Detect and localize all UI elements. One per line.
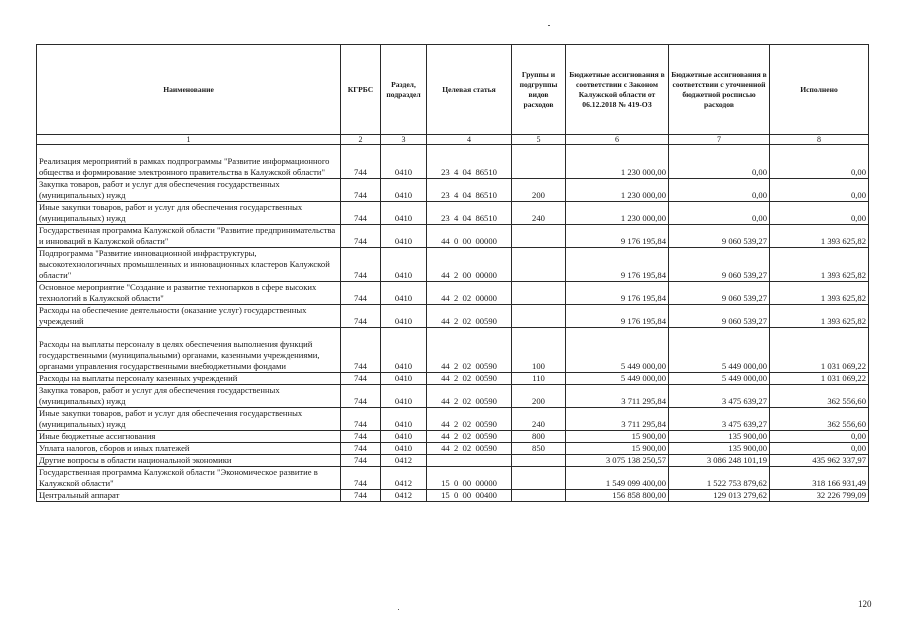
row-refined: 9 060 539,27: [669, 282, 770, 305]
row-refined: 0,00: [669, 179, 770, 202]
row-section: 0410: [381, 248, 427, 282]
row-article: 44 2 02 00590: [427, 305, 512, 328]
page-number: 120: [858, 599, 872, 609]
scan-speck: [398, 609, 399, 610]
row-group: 100: [512, 328, 566, 373]
row-kgrbs: 744: [341, 145, 381, 179]
row-refined: 0,00: [669, 145, 770, 179]
table-row: [37, 373, 869, 385]
header-name: Наименование: [37, 45, 341, 135]
row-refined: 9 060 539,27: [669, 305, 770, 328]
row-kgrbs: 744: [341, 373, 381, 385]
row-group: 110: [512, 373, 566, 385]
row-executed: 1 393 625,82: [770, 248, 869, 282]
row-section: 0410: [381, 431, 427, 443]
row-executed: 0,00: [770, 443, 869, 455]
row-name: Уплата налогов, сборов и иных платежей: [37, 443, 341, 455]
table-row: [37, 490, 869, 502]
row-section: 0410: [381, 385, 427, 408]
row-refined: 5 449 000,00: [669, 328, 770, 373]
row-executed: 32 226 799,09: [770, 490, 869, 502]
row-group: 200: [512, 179, 566, 202]
row-section: 0410: [381, 328, 427, 373]
row-name: Закупка товаров, работ и услуг для обеспечения государственных (муниципальных) нужд: [37, 385, 341, 408]
column-number: 3: [381, 135, 427, 145]
row-executed: 0,00: [770, 431, 869, 443]
row-name: Государственная программа Калужской области "Развитие предпринимательства и инноваций в Калужской области": [37, 225, 341, 248]
row-group: [512, 282, 566, 305]
row-kgrbs: 744: [341, 305, 381, 328]
row-law: 1 230 000,00: [566, 145, 669, 179]
row-law: 3 075 138 250,57: [566, 455, 669, 467]
column-number: 6: [566, 135, 669, 145]
row-law: 3 711 295,84: [566, 408, 669, 431]
row-section: 0410: [381, 179, 427, 202]
row-refined: 9 060 539,27: [669, 248, 770, 282]
column-number: 7: [669, 135, 770, 145]
row-executed: 0,00: [770, 202, 869, 225]
row-law: 1 230 000,00: [566, 202, 669, 225]
row-name: Центральный аппарат: [37, 490, 341, 502]
row-article: 44 2 02 00590: [427, 328, 512, 373]
row-article: 44 2 02 00590: [427, 408, 512, 431]
table-row: [37, 455, 869, 467]
row-kgrbs: 744: [341, 490, 381, 502]
row-article: [427, 455, 512, 467]
header-refined: Бюджетные ассигнования в соответствии с уточненной бюджетной росписью расходов: [669, 45, 770, 135]
row-law: 1 230 000,00: [566, 179, 669, 202]
budget-table: [36, 44, 869, 502]
row-law: 5 449 000,00: [566, 373, 669, 385]
table-row: [37, 202, 869, 225]
column-number: 5: [512, 135, 566, 145]
row-refined: 9 060 539,27: [669, 225, 770, 248]
row-name: Иные закупки товаров, работ и услуг для обеспечения государственных (муниципальных) нужд: [37, 408, 341, 431]
row-name: Расходы на обеспечение деятельности (оказание услуг) государственных учреждений: [37, 305, 341, 328]
column-number: 4: [427, 135, 512, 145]
row-section: 0410: [381, 408, 427, 431]
row-law: 3 711 295,84: [566, 385, 669, 408]
row-executed: 1 393 625,82: [770, 225, 869, 248]
row-refined: 135 900,00: [669, 443, 770, 455]
row-article: 23 4 04 86510: [427, 179, 512, 202]
row-law: 9 176 195,84: [566, 282, 669, 305]
row-article: 44 2 02 00590: [427, 385, 512, 408]
row-kgrbs: 744: [341, 202, 381, 225]
row-group: 800: [512, 431, 566, 443]
row-section: 0410: [381, 305, 427, 328]
row-section: 0410: [381, 202, 427, 225]
column-number-row: [37, 135, 869, 145]
table-header-row: [37, 45, 869, 135]
row-kgrbs: 744: [341, 328, 381, 373]
row-executed: 362 556,60: [770, 408, 869, 431]
row-name: Основное мероприятие "Создание и развитие технопарков в сфере высоких технологий в Калужской области": [37, 282, 341, 305]
row-refined: 3 086 248 101,19: [669, 455, 770, 467]
row-group: [512, 145, 566, 179]
row-executed: 0,00: [770, 179, 869, 202]
row-executed: 1 393 625,82: [770, 305, 869, 328]
table-row: [37, 179, 869, 202]
row-kgrbs: 744: [341, 282, 381, 305]
row-section: 0410: [381, 282, 427, 305]
row-article: 23 4 04 86510: [427, 145, 512, 179]
scan-speck: [548, 25, 550, 26]
table-row: [37, 248, 869, 282]
row-name: Иные закупки товаров, работ и услуг для обеспечения государственных (муниципальных) нужд: [37, 202, 341, 225]
row-name: Подпрограмма "Развитие инновационной инфраструктуры, высокотехнологичных промышленных и инновационных кластеров Калужской области": [37, 248, 341, 282]
row-section: 0410: [381, 145, 427, 179]
row-name: Государственная программа Калужской области "Экономическое развитие в Калужской области": [37, 467, 341, 490]
row-group: 200: [512, 385, 566, 408]
row-refined: 0,00: [669, 202, 770, 225]
row-group: 240: [512, 408, 566, 431]
table-row: [37, 467, 869, 490]
row-article: 44 2 02 00590: [427, 431, 512, 443]
table-row: [37, 431, 869, 443]
row-kgrbs: 744: [341, 179, 381, 202]
row-name: Другие вопросы в области национальной экономики: [37, 455, 341, 467]
column-number: 8: [770, 135, 869, 145]
row-law: 15 900,00: [566, 443, 669, 455]
column-number: 1: [37, 135, 341, 145]
header-article: Целевая статья: [427, 45, 512, 135]
header-groups: Группы и подгруппы видов расходов: [512, 45, 566, 135]
header-law: Бюджетные ассигнования в соответствии с Законом Калужской области от 06.12.2018 № 419-ОЗ: [566, 45, 669, 135]
row-group: 240: [512, 202, 566, 225]
row-law: 9 176 195,84: [566, 248, 669, 282]
header-executed: Исполнено: [770, 45, 869, 135]
row-group: [512, 305, 566, 328]
row-executed: 1 393 625,82: [770, 282, 869, 305]
row-executed: 318 166 931,49: [770, 467, 869, 490]
row-law: 1 549 099 400,00: [566, 467, 669, 490]
row-refined: 3 475 639,27: [669, 408, 770, 431]
row-group: [512, 455, 566, 467]
table-body: [37, 145, 869, 502]
table-row: [37, 145, 869, 179]
row-kgrbs: 744: [341, 225, 381, 248]
row-name: Реализация мероприятий в рамках подпрограммы "Развитие информационного общества и формирование электронного правительства в Калужской области": [37, 145, 341, 179]
row-section: 0410: [381, 443, 427, 455]
row-refined: 3 475 639,27: [669, 385, 770, 408]
row-article: 44 2 02 00590: [427, 373, 512, 385]
row-refined: 5 449 000,00: [669, 373, 770, 385]
row-section: 0412: [381, 490, 427, 502]
row-law: 5 449 000,00: [566, 328, 669, 373]
row-kgrbs: 744: [341, 408, 381, 431]
row-kgrbs: 744: [341, 467, 381, 490]
row-section: 0412: [381, 467, 427, 490]
row-group: [512, 490, 566, 502]
row-section: 0410: [381, 225, 427, 248]
row-refined: 1 522 753 879,62: [669, 467, 770, 490]
row-kgrbs: 744: [341, 248, 381, 282]
row-executed: 1 031 069,22: [770, 328, 869, 373]
row-law: 9 176 195,84: [566, 305, 669, 328]
row-group: 850: [512, 443, 566, 455]
column-number: 2: [341, 135, 381, 145]
row-group: [512, 225, 566, 248]
header-section: Раздел, подраздел: [381, 45, 427, 135]
row-group: [512, 467, 566, 490]
row-executed: 0,00: [770, 145, 869, 179]
row-executed: 1 031 069,22: [770, 373, 869, 385]
row-article: 44 2 02 00000: [427, 282, 512, 305]
row-article: 44 0 00 00000: [427, 225, 512, 248]
row-group: [512, 248, 566, 282]
row-law: 156 858 800,00: [566, 490, 669, 502]
row-kgrbs: 744: [341, 385, 381, 408]
row-law: 15 900,00: [566, 431, 669, 443]
table-row: [37, 408, 869, 431]
row-article: 15 0 00 00400: [427, 490, 512, 502]
row-kgrbs: 744: [341, 443, 381, 455]
row-executed: 362 556,60: [770, 385, 869, 408]
header-kgrbs: КГРБС: [341, 45, 381, 135]
row-name: Закупка товаров, работ и услуг для обеспечения государственных (муниципальных) нужд: [37, 179, 341, 202]
row-law: 9 176 195,84: [566, 225, 669, 248]
row-executed: 435 962 337,97: [770, 455, 869, 467]
row-article: 23 4 04 86510: [427, 202, 512, 225]
row-kgrbs: 744: [341, 455, 381, 467]
row-refined: 135 900,00: [669, 431, 770, 443]
row-refined: 129 013 279,62: [669, 490, 770, 502]
row-kgrbs: 744: [341, 431, 381, 443]
row-article: 15 0 00 00000: [427, 467, 512, 490]
row-article: 44 2 00 00000: [427, 248, 512, 282]
table-row: [37, 443, 869, 455]
table-row: [37, 225, 869, 248]
table-row: [37, 385, 869, 408]
table-row: [37, 328, 869, 373]
row-name: Расходы на выплаты персоналу казенных учреждений: [37, 373, 341, 385]
row-section: 0410: [381, 373, 427, 385]
row-article: 44 2 02 00590: [427, 443, 512, 455]
row-name: Иные бюджетные ассигнования: [37, 431, 341, 443]
row-section: 0412: [381, 455, 427, 467]
row-name: Расходы на выплаты персоналу в целях обеспечения выполнения функций государственными (муниципальными) органами, казенными учреждениями, органами управления государственными внебюджетными фондами: [37, 328, 341, 373]
table-row: [37, 282, 869, 305]
table-row: [37, 305, 869, 328]
